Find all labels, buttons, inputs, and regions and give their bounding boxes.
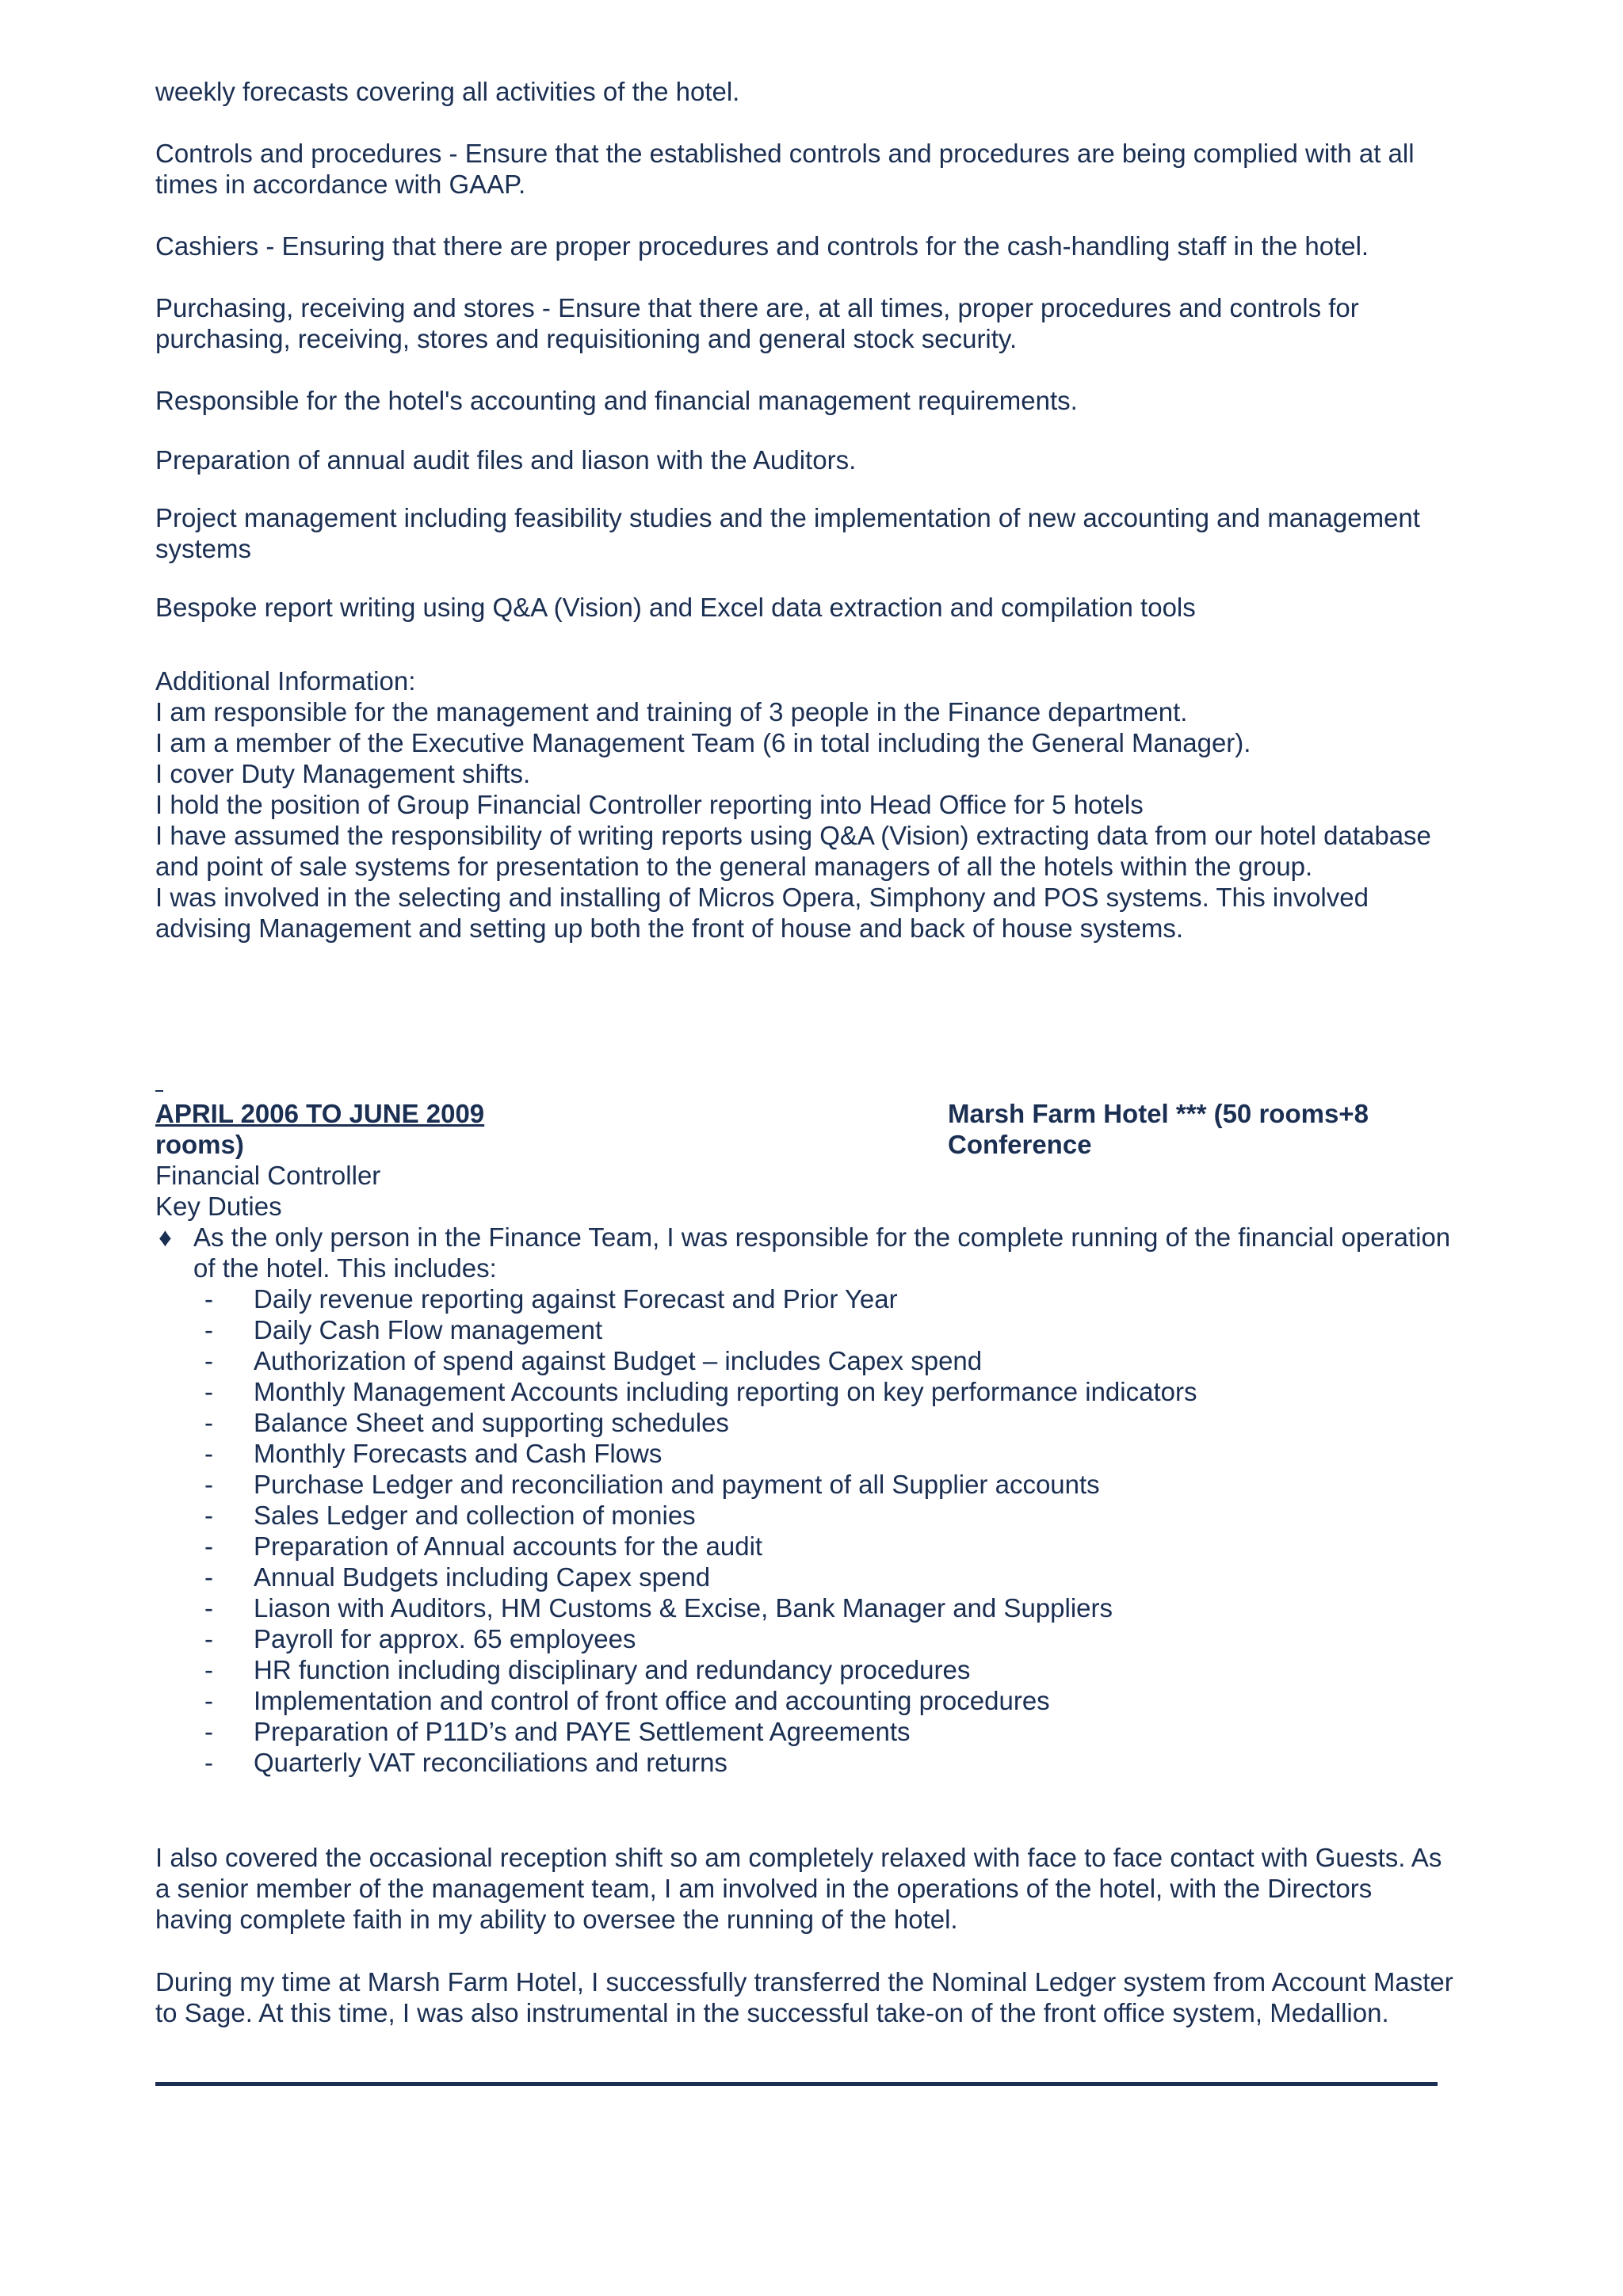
additional-line: I was involved in the selecting and installing of Micros Opera, Simphony and POS systems. This involved advising Management and setting up both the front of house and back of house systems. xyxy=(155,883,1369,943)
key-duties-label: Key Duties xyxy=(155,1192,282,1221)
additional-information xyxy=(155,666,1455,944)
list-item: - Sales Ledger and collection of monies xyxy=(204,1501,696,1530)
list-item: - Implementation and control of front office and accounting procedures xyxy=(204,1686,1050,1715)
section-divider xyxy=(155,2082,1438,2086)
forecasts-tail-paragraph: weekly forecasts covering all activities of the hotel. xyxy=(155,77,740,106)
additional-line: I have assumed the responsibility of writing reports using Q&A (Vision) extracting data from our hotel database and point of sale systems for presentation to the general managers of all the hotels within the group. xyxy=(155,821,1431,881)
list-item: - Authorization of spend against Budget – includes Capex spend xyxy=(204,1346,983,1375)
job-title: Financial Controller xyxy=(155,1161,381,1190)
list-item: - Monthly Forecasts and Cash Flows xyxy=(204,1439,663,1468)
diamond-bullet-icon: ♦ xyxy=(158,1222,172,1252)
list-item: - Annual Budgets including Capex spend xyxy=(204,1562,711,1592)
additional-line: I am responsible for the management and training of 3 people in the Finance department. xyxy=(155,697,1188,727)
additional-line: I hold the position of Group Financial Controller reporting into Head Office for 5 hotels xyxy=(155,790,1144,819)
purchasing-paragraph: Purchasing, receiving and stores - Ensure that there are, at all times, proper procedures and controls for purchasing, receiving, stores and requisitioning and general stock security. xyxy=(155,293,1359,353)
list-item: - Monthly Management Accounts including reporting on key performance indicators xyxy=(204,1377,1197,1406)
duties-intro: As the only person in the Finance Team, I was responsible for the complete running of the financial operation of the hotel. This includes: xyxy=(193,1222,1451,1283)
controls-paragraph: Controls and procedures - Ensure that the established controls and procedures are being complied with at all times in accordance with GAAP. xyxy=(155,139,1415,199)
list-item: - Balance Sheet and supporting schedules xyxy=(204,1408,729,1437)
list-item: - HR function including disciplinary and redundancy procedures xyxy=(204,1655,971,1684)
duties-bullet xyxy=(155,1222,1455,1283)
project-paragraph: Project management including feasibility studies and the implementation of new accounting and management systems xyxy=(155,503,1420,563)
accounting-paragraph: Responsible for the hotel's accounting and financial management requirements. xyxy=(155,386,1078,415)
list-item: - Daily revenue reporting against Forecast and Prior Year xyxy=(204,1284,898,1314)
list-item: - Liason with Auditors, HM Customs & Excise, Bank Manager and Suppliers xyxy=(204,1593,1113,1623)
ledger-paragraph: During my time at Marsh Farm Hotel, I successfully transferred the Nominal Ledger system from Account Master to Sage. At this time, I was also instrumental in the successful take-on of the front office system, Medallion. xyxy=(155,1967,1453,2027)
list-item: - Payroll for approx. 65 employees xyxy=(204,1624,636,1653)
job-employer: Marsh Farm Hotel *** (50 rooms+8 Conference xyxy=(948,1099,1369,1159)
additional-heading: Additional Information: xyxy=(155,666,416,696)
list-item: - Daily Cash Flow management xyxy=(204,1315,603,1344)
list-item: - Quarterly VAT reconciliations and returns xyxy=(204,1748,727,1777)
job-employer-continued: rooms) xyxy=(155,1130,244,1159)
list-item: - Purchase Ledger and reconciliation and payment of all Supplier accounts xyxy=(204,1470,1100,1499)
list-item: - Preparation of P11D’s and PAYE Settlement Agreements xyxy=(204,1717,911,1746)
stray-underline-mark xyxy=(155,1090,163,1092)
bespoke-paragraph: Bespoke report writing using Q&A (Vision) and Excel data extraction and compilation tools xyxy=(155,593,1196,622)
job-dates: APRIL 2006 TO JUNE 2009 xyxy=(155,1099,485,1128)
reception-paragraph: I also covered the occasional reception shift so am completely relaxed with face to face contact with Guests. As a senior member of the management team, I am involved in the operations of the hotel, with the Directors having complete faith in my ability to oversee the running of the hotel. xyxy=(155,1843,1442,1934)
audit-paragraph: Preparation of annual audit files and liason with the Auditors. xyxy=(155,445,857,475)
duties-list xyxy=(155,1283,1455,1778)
additional-line: I am a member of the Executive Management Team (6 in total including the General Manager). xyxy=(155,728,1251,757)
job-heading xyxy=(155,1098,1455,1778)
cashiers-paragraph: Cashiers - Ensuring that there are proper procedures and controls for the cash-handling staff in the hotel. xyxy=(155,231,1369,261)
list-item: - Preparation of Annual accounts for the audit xyxy=(204,1531,763,1561)
additional-line: I cover Duty Management shifts. xyxy=(155,759,531,788)
